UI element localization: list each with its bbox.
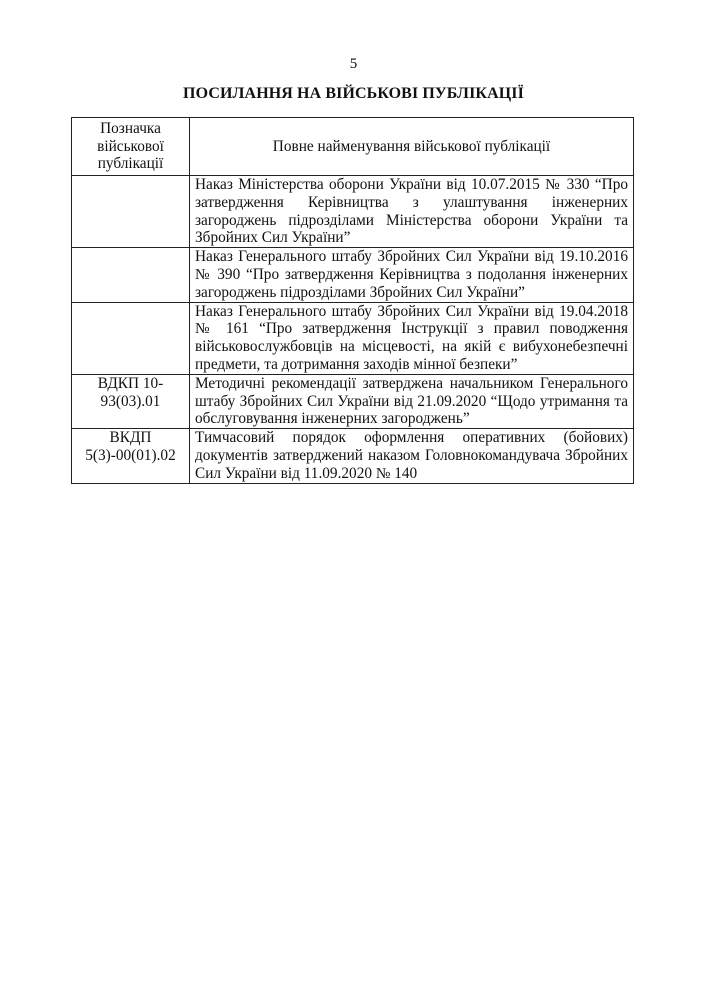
page-title: ПОСИЛАННЯ НА ВІЙСЬКОВІ ПУБЛІКАЦІЇ: [183, 85, 524, 102]
publications-table: [71, 117, 634, 484]
header-code: Позначка військової публікації: [72, 118, 190, 176]
publication-code: [72, 302, 190, 374]
table-row: [72, 374, 634, 428]
publication-name: Наказ Генерального штабу Збройних Сил України від 19.10.2016 № 390 “Про затвердження Керівництва з подолання інженерних загороджень підрозділами Збройних Сил України”: [190, 248, 634, 302]
publication-name: Наказ Генерального штабу Збройних Сил України від 19.04.2018 № 161 “Про затвердження Інструкції з правил поводження військовослужбовців на місцевості, на якій є вибухонебезпечні предмети, та дотримання заходів мінної безпеки”: [190, 302, 634, 374]
header-name: Повне найменування військової публікації: [190, 118, 634, 176]
table-row: [72, 176, 634, 248]
table-header: [72, 118, 634, 176]
table-row: [72, 302, 634, 374]
publication-code: ВКДП 5(3)-00(01).02: [72, 429, 190, 483]
table-row: [72, 429, 634, 483]
publication-name: Наказ Міністерства оборони України від 10.07.2015 № 330 “Про затвердження Керівництва з улаштування інженерних загороджень підрозділами Міністерства оборони України та Збройних Сил України”: [190, 176, 634, 248]
table-row: [72, 248, 634, 302]
page-number: 5: [349, 56, 358, 72]
publication-code: [72, 248, 190, 302]
publication-name: Методичні рекомендації затверджена начальником Генерального штабу Збройних Сил України від 21.09.2020 “Щодо утримання та обслуговування інженерних загороджень”: [190, 374, 634, 428]
table-body: [72, 176, 634, 484]
publication-name: Тимчасовий порядок оформлення оперативних (бойових) документів затверджений наказом Головнокомандувача Збройних Сил України від 11.09.2020 № 140: [190, 429, 634, 483]
header-row: [72, 118, 634, 176]
publication-code: ВДКП 10-93(03).01: [72, 374, 190, 428]
publication-code: [72, 176, 190, 248]
